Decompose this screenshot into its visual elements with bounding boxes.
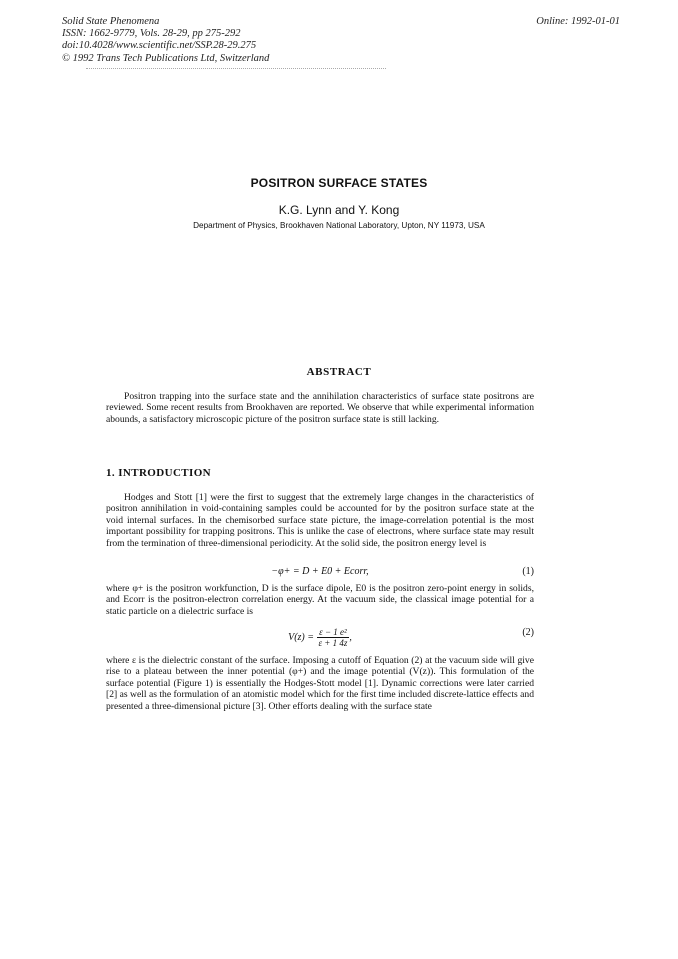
equation-2-denominator: ε + 1 4z xyxy=(318,638,348,648)
abstract-heading: ABSTRACT xyxy=(306,366,372,378)
intro-paragraph-2: where φ+ is the positron workfunction, D is the surface dipole, E0 is the positron zero-point energy in solids, and Ecorr is the positron-electron correlation energy. At the vacuum side, the classical image potential for a static particle on a dielectric surface is xyxy=(106,583,534,617)
equation-2-fraction xyxy=(317,627,350,648)
equation-2-number: (2) xyxy=(522,627,534,638)
journal-name: Solid State Phenomena xyxy=(62,16,160,27)
header-divider xyxy=(86,68,386,69)
journal-doi[interactable]: doi:10.4028/www.scientific.net/SSP.28-29.275 xyxy=(62,40,257,52)
equation-2-expression xyxy=(106,627,534,648)
equation-2-tail: , xyxy=(349,631,352,643)
paper-authors: K.G. Lynn and Y. Kong xyxy=(278,203,400,217)
author-affiliation: Department of Physics, Brookhaven National Laboratory, Upton, NY 11973, USA xyxy=(193,221,485,230)
equation-1 xyxy=(106,566,534,582)
journal-issn: ISSN: 1662-9779, Vols. 28-29, pp 275-292 xyxy=(62,28,241,40)
abstract-body: Positron trapping into the surface state and the annihilation characteristics of surface state positrons are reviewed. Some recent results from Brookhaven are reported. We observe that while experimental information abounds, a satisfactory microscopic picture of the positron surface state is still lacking. xyxy=(106,391,534,425)
equation-2 xyxy=(106,627,534,651)
paper-title: POSITRON SURFACE STATES xyxy=(250,176,428,190)
equation-2-numerator: ε − 1 e² xyxy=(317,627,350,638)
journal-citation xyxy=(62,16,269,65)
intro-paragraph-3: where ε is the dielectric constant of the surface. Imposing a cutoff of Equation (2) at the vacuum side will give rise to a plateau between the inner potential (φ+) and the image potential (V(z)). This formulation of the surface potential (Figure 1) is essentially the Hodges-Stott model [1]. Dynamic corrections were later carried [2] as well as the formulation of an atomistic model which for the first time included discrete-lattice effects and presented a three-dimensional picture [3]. Other efforts dealing with the surface state xyxy=(106,655,534,712)
online-date: Online: 1992-01-01 xyxy=(536,16,620,27)
journal-copyright: © 1992 Trans Tech Publications Ltd, Switzerland xyxy=(62,52,270,64)
intro-paragraph-1: Hodges and Stott [1] were the first to suggest that the extremely large changes in the characteristics of positron annihilation in void-containing samples could be accounted for by the positron surface state at the void internal surfaces. In the chemisorbed surface state picture, the image-correlation potential is the most important possibility for trapping positrons. This is unlike the case of electrons, where surface state may result from the termination of three-dimensional periodicity. At the solid side, the positron energy level is xyxy=(106,492,534,549)
equation-1-number: (1) xyxy=(522,566,534,577)
equation-2-lhs: V(z) = xyxy=(288,631,315,643)
section-heading-introduction: 1. INTRODUCTION xyxy=(106,467,212,479)
equation-1-expression: −φ+ = D + E0 + Ecorr, xyxy=(271,566,369,577)
